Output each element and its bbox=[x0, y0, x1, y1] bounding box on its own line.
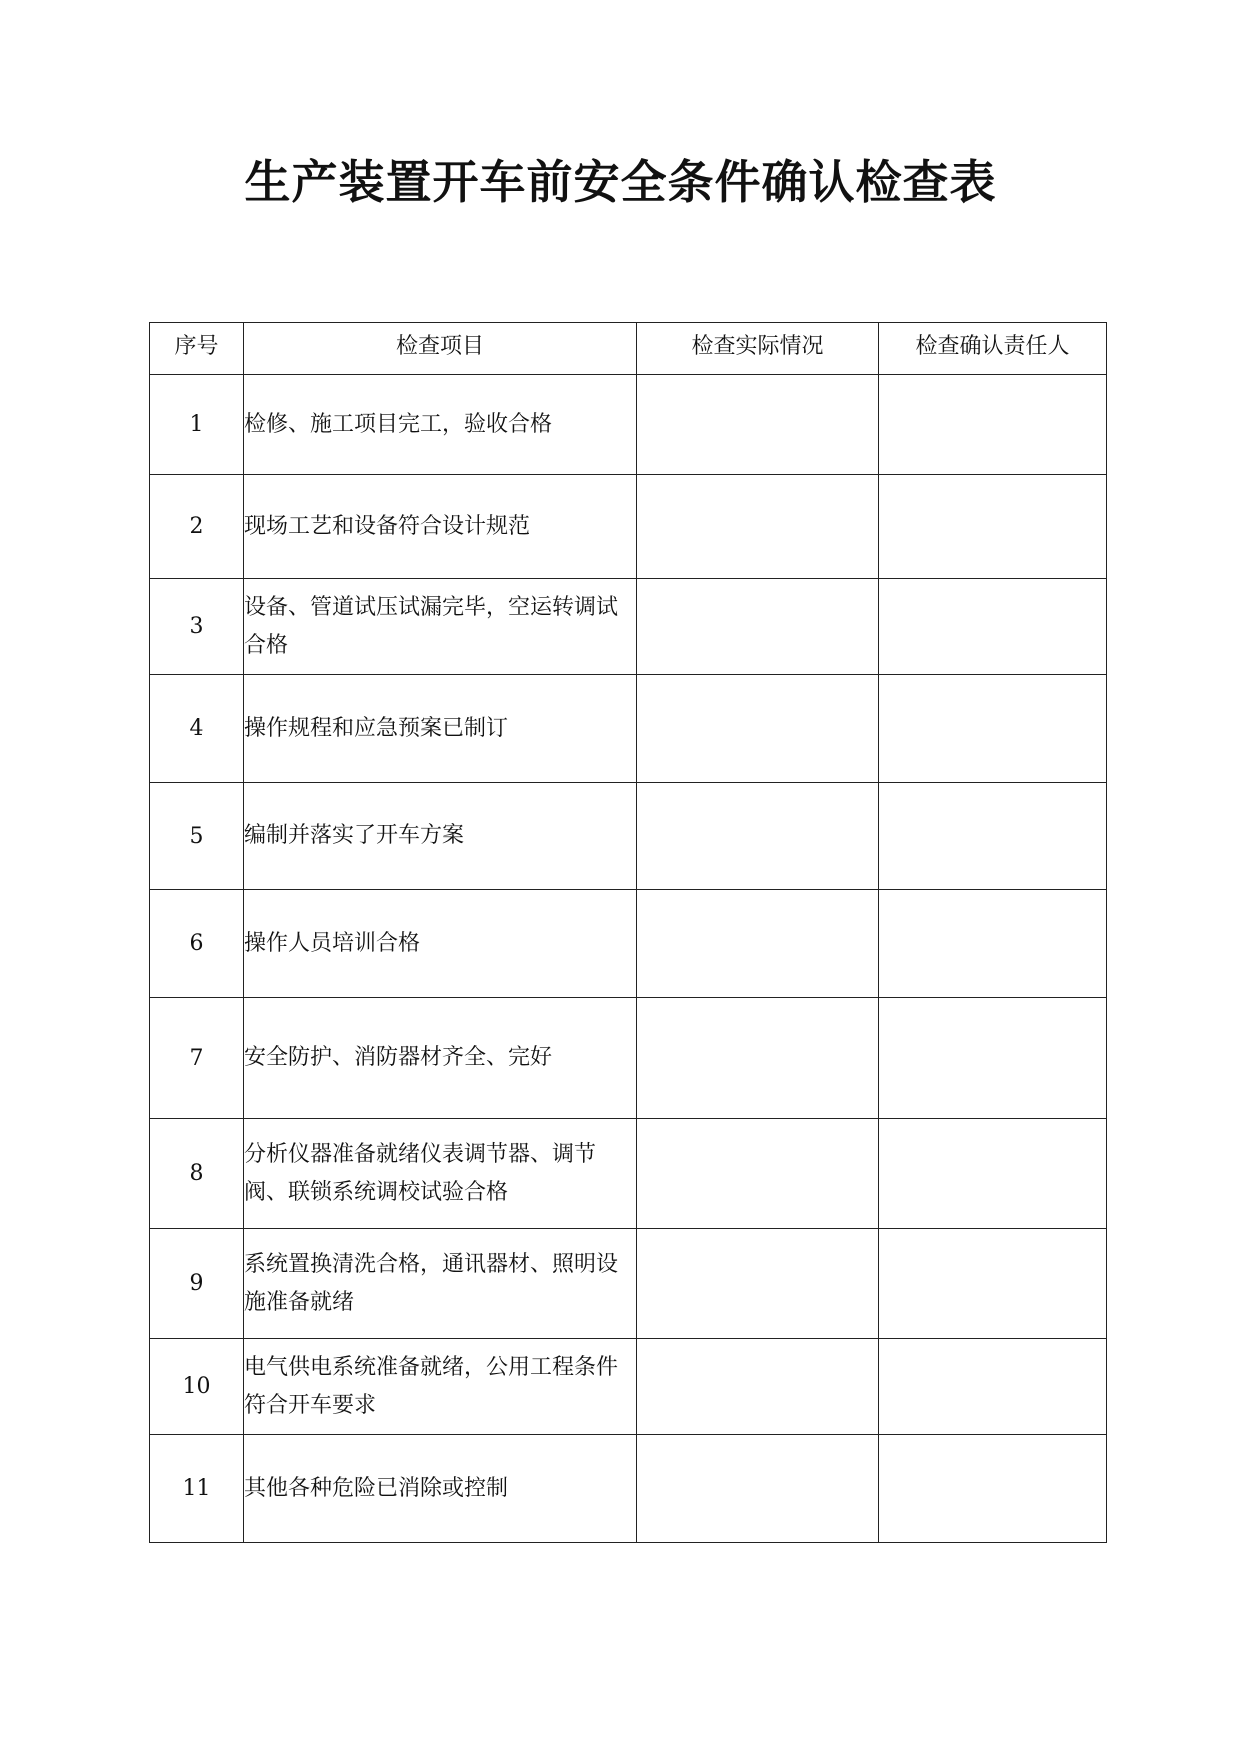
person-cell[interactable] bbox=[879, 998, 1107, 1119]
person-cell[interactable] bbox=[879, 1229, 1107, 1339]
header-no: 序号 bbox=[150, 323, 244, 375]
header-item: 检查项目 bbox=[244, 323, 637, 375]
status-cell[interactable] bbox=[637, 1119, 879, 1229]
person-cell[interactable] bbox=[879, 475, 1107, 579]
check-item bbox=[244, 1229, 637, 1339]
status-cell[interactable] bbox=[637, 579, 879, 675]
row-number: 6 bbox=[150, 890, 244, 998]
check-item bbox=[244, 783, 637, 890]
check-item-text: 系统置换清洗合格，通讯器材、照明设施准备就绪 bbox=[244, 1251, 619, 1315]
header-person: 检查确认责任人 bbox=[879, 323, 1107, 375]
table-row bbox=[150, 1229, 1107, 1339]
status-cell[interactable] bbox=[637, 675, 879, 783]
check-item-text: 电气供电系统准备就绪，公用工程条件符合开车要求 bbox=[244, 1354, 619, 1418]
person-cell[interactable] bbox=[879, 579, 1107, 675]
person-cell[interactable] bbox=[879, 375, 1107, 475]
check-item bbox=[244, 1435, 637, 1543]
check-item bbox=[244, 675, 637, 783]
table-row bbox=[150, 1435, 1107, 1543]
check-item bbox=[244, 375, 637, 475]
table-row bbox=[150, 375, 1107, 475]
row-number: 7 bbox=[150, 998, 244, 1119]
check-item-text: 现场工艺和设备符合设计规范 bbox=[244, 513, 531, 539]
status-cell[interactable] bbox=[637, 783, 879, 890]
table-row bbox=[150, 998, 1107, 1119]
person-cell[interactable] bbox=[879, 783, 1107, 890]
check-item-text: 操作人员培训合格 bbox=[244, 930, 421, 956]
row-number: 5 bbox=[150, 783, 244, 890]
person-cell[interactable] bbox=[879, 1339, 1107, 1435]
person-cell[interactable] bbox=[879, 890, 1107, 998]
check-item bbox=[244, 1119, 637, 1229]
table-row bbox=[150, 1119, 1107, 1229]
person-cell[interactable] bbox=[879, 1435, 1107, 1543]
table-row bbox=[150, 783, 1107, 890]
status-cell[interactable] bbox=[637, 1435, 879, 1543]
document-title: 生产装置开车前安全条件确认检查表 bbox=[244, 155, 997, 209]
check-item bbox=[244, 579, 637, 675]
status-cell[interactable] bbox=[637, 475, 879, 579]
check-item bbox=[244, 475, 637, 579]
check-item-text: 编制并落实了开车方案 bbox=[244, 823, 465, 848]
row-number: 11 bbox=[150, 1435, 244, 1543]
row-number: 4 bbox=[150, 675, 244, 783]
header-status: 检查实际情况 bbox=[637, 323, 879, 375]
row-number: 10 bbox=[150, 1339, 244, 1435]
check-item-text: 检修、施工项目完工，验收合格 bbox=[244, 411, 553, 437]
check-item-text: 操作规程和应急预案已制订 bbox=[244, 715, 509, 741]
check-item bbox=[244, 890, 637, 998]
check-item-text: 分析仪器准备就绪仪表调节器、调节阀、联锁系统调校试验合格 bbox=[244, 1141, 597, 1205]
table-row bbox=[150, 675, 1107, 783]
table-row bbox=[150, 890, 1107, 998]
table-row bbox=[150, 579, 1107, 675]
status-cell[interactable] bbox=[637, 998, 879, 1119]
check-item-text: 设备、管道试压试漏完毕，空运转调试合格 bbox=[244, 594, 619, 658]
row-number: 2 bbox=[150, 475, 244, 579]
table-row bbox=[150, 475, 1107, 579]
status-cell[interactable] bbox=[637, 1339, 879, 1435]
status-cell[interactable] bbox=[637, 375, 879, 475]
row-number: 9 bbox=[150, 1229, 244, 1339]
check-item-text: 其他各种危险已消除或控制 bbox=[244, 1475, 509, 1501]
status-cell[interactable] bbox=[637, 890, 879, 998]
checklist-table bbox=[149, 322, 1107, 1543]
table-header-row bbox=[150, 323, 1107, 375]
person-cell[interactable] bbox=[879, 675, 1107, 783]
row-number: 8 bbox=[150, 1119, 244, 1229]
check-item bbox=[244, 998, 637, 1119]
row-number: 3 bbox=[150, 579, 244, 675]
row-number: 1 bbox=[150, 375, 244, 475]
check-item-text: 安全防护、消防器材齐全、完好 bbox=[244, 1045, 553, 1070]
table-row bbox=[150, 1339, 1107, 1435]
person-cell[interactable] bbox=[879, 1119, 1107, 1229]
check-item bbox=[244, 1339, 637, 1435]
status-cell[interactable] bbox=[637, 1229, 879, 1339]
